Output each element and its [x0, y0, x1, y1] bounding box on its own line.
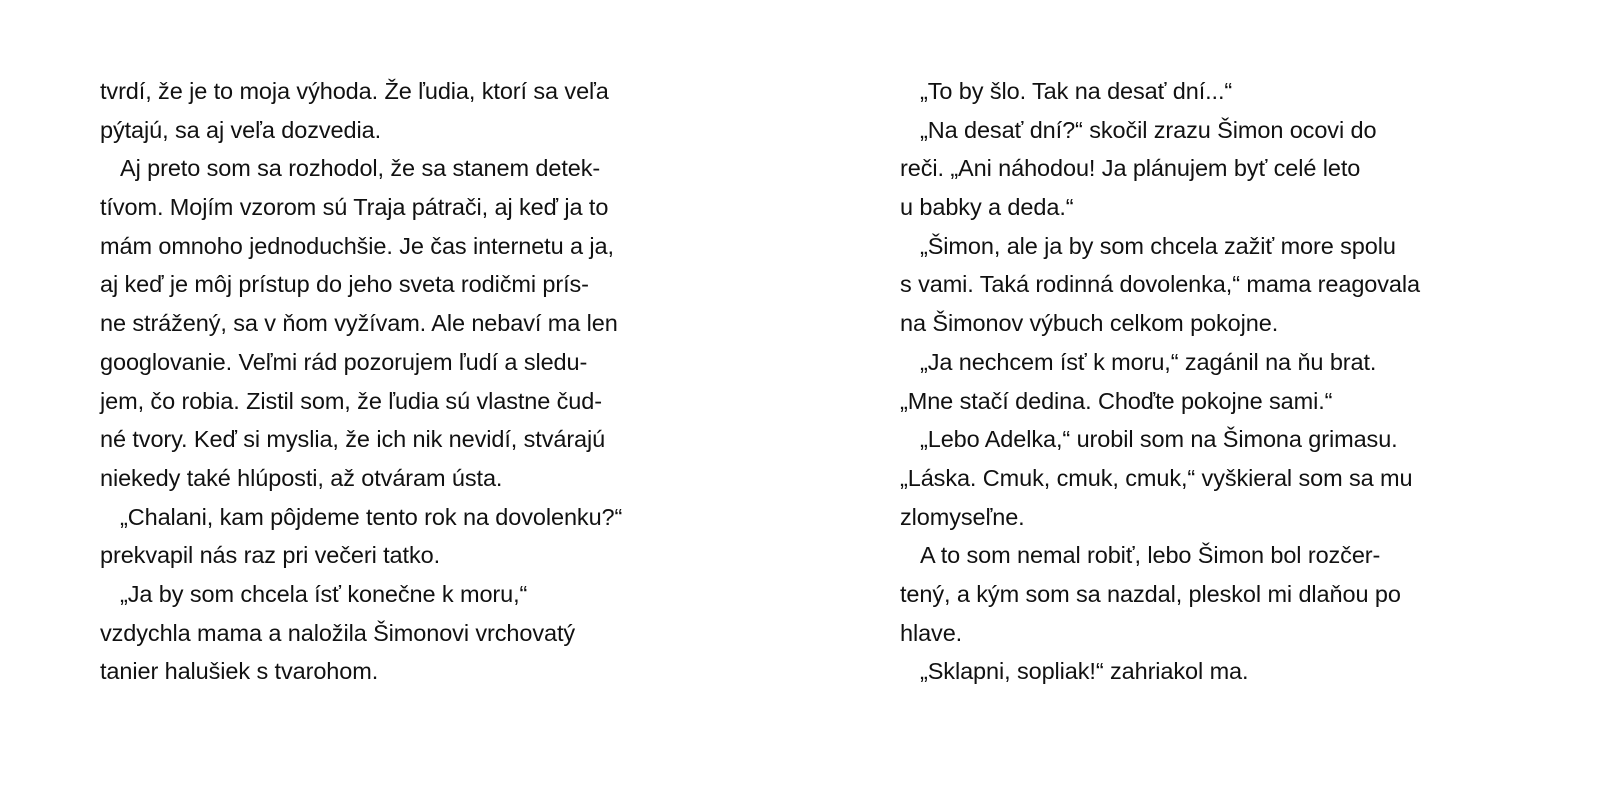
text-line: u babky a deda.“ — [900, 194, 1074, 221]
text-line: aj keď je môj prístup do jeho sveta rodičmi prís- — [100, 271, 589, 298]
text-line: „Láska. Cmuk, cmuk, cmuk,“ vyškieral som sa mu — [900, 464, 1413, 491]
text-line: Aj preto som sa rozhodol, že sa stanem detek- — [120, 155, 601, 182]
right-page — [900, 72, 1540, 691]
text-line: na Šimonov výbuch celkom pokojne. — [900, 310, 1279, 337]
text-line: vzdychla mama a naložila Šimonovi vrchovatý — [100, 619, 576, 646]
text-line: ne strážený, sa v ňom vyžívam. Ale nebaví ma len — [100, 310, 618, 337]
text-line: „Chalani, kam pôjdeme tento rok na dovolenku?“ — [120, 503, 623, 530]
text-line: zlomyseľne. — [900, 503, 1025, 530]
text-line: „Mne stačí dedina. Choďte pokojne sami.“ — [900, 387, 1333, 414]
text-line: né tvory. Keď si myslia, že ich nik nevidí, stvárajú — [100, 426, 606, 453]
text-line: prekvapil nás raz pri večeri tatko. — [100, 542, 441, 569]
left-page — [100, 72, 740, 691]
text-line: „Lebo Adelka,“ urobil som na Šimona grimasu. — [920, 426, 1398, 453]
text-line: reči. „Ani náhodou! Ja plánujem byť celé leto — [900, 155, 1361, 182]
text-line: hlave. — [900, 619, 963, 646]
text-line: pýtajú, sa aj veľa dozvedia. — [100, 116, 382, 143]
text-line: „Ja by som chcela ísť konečne k moru,“ — [120, 580, 528, 607]
text-line: „To by šlo. Tak na desať dní...“ — [920, 78, 1233, 104]
text-line: niekedy také hlúposti, až otváram ústa. — [100, 464, 503, 491]
text-line: mám omnoho jednoduchšie. Je čas internetu a ja, — [100, 232, 614, 259]
text-line: A to som nemal robiť, lebo Šimon bol rozčer- — [920, 542, 1381, 569]
text-line: „Sklapni, sopliak!“ zahriakol ma. — [920, 658, 1249, 685]
text-line: „Šimon, ale ja by som chcela zažiť more spolu — [920, 232, 1396, 259]
text-line: tvrdí, že je to moja výhoda. Že ľudia, ktorí sa veľa — [100, 78, 609, 104]
text-line: „Na desať dní?“ skočil zrazu Šimon ocovi do — [920, 116, 1377, 143]
text-line: s vami. Taká rodinná dovolenka,“ mama reagovala — [900, 271, 1420, 298]
text-line: „Ja nechcem ísť k moru,“ zagánil na ňu brat. — [920, 348, 1377, 375]
text-line: jem, čo robia. Zistil som, že ľudia sú vlastne čud- — [100, 387, 602, 414]
text-line: tený, a kým som sa nazdal, pleskol mi dlaňou po — [900, 580, 1401, 607]
text-line: googlovanie. Veľmi rád pozorujem ľudí a sledu- — [100, 348, 588, 375]
text-line: tanier halušiek s tvarohom. — [100, 658, 379, 685]
text-line: tívom. Mojím vzorom sú Traja pátrači, aj keď ja to — [100, 194, 609, 221]
